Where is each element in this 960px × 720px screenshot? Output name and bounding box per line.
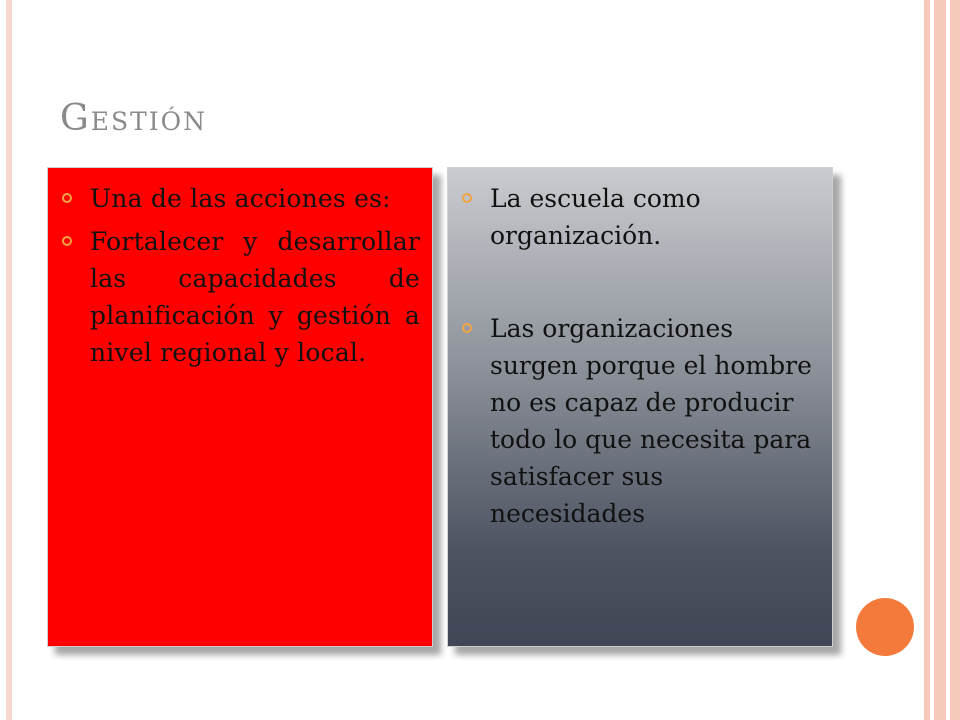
slide-right-stripes bbox=[920, 0, 960, 720]
left-bullet-item-1 bbox=[48, 180, 432, 217]
right-bullet-text-2: Las organizaciones surgen porque el hombre no es capaz de producir todo lo que necesita para satisfacer sus necesidades bbox=[490, 314, 812, 528]
left-bullet-text-1: Una de las acciones es: bbox=[90, 184, 391, 213]
bullet-icon bbox=[462, 323, 472, 333]
bullet-icon bbox=[62, 193, 72, 203]
right-content-panel bbox=[447, 167, 833, 647]
slide-title: Gestión bbox=[60, 98, 208, 139]
left-content-panel bbox=[47, 167, 433, 647]
accent-circle bbox=[856, 598, 914, 656]
bullet-icon bbox=[62, 236, 72, 246]
bullet-icon bbox=[462, 193, 472, 203]
right-bullet-item-2 bbox=[448, 310, 832, 532]
slide-left-border bbox=[6, 0, 12, 720]
left-bullet-text-2: Fortalecer y desarrollar las capacidades de planificación y gestión a nivel regional y local. bbox=[90, 227, 420, 367]
right-bullet-list bbox=[448, 180, 832, 532]
left-bullet-list bbox=[48, 180, 432, 371]
right-bullet-item-1 bbox=[448, 180, 832, 254]
left-bullet-item-2 bbox=[48, 223, 432, 371]
right-bullet-text-1: La escuela como organización. bbox=[490, 184, 701, 250]
